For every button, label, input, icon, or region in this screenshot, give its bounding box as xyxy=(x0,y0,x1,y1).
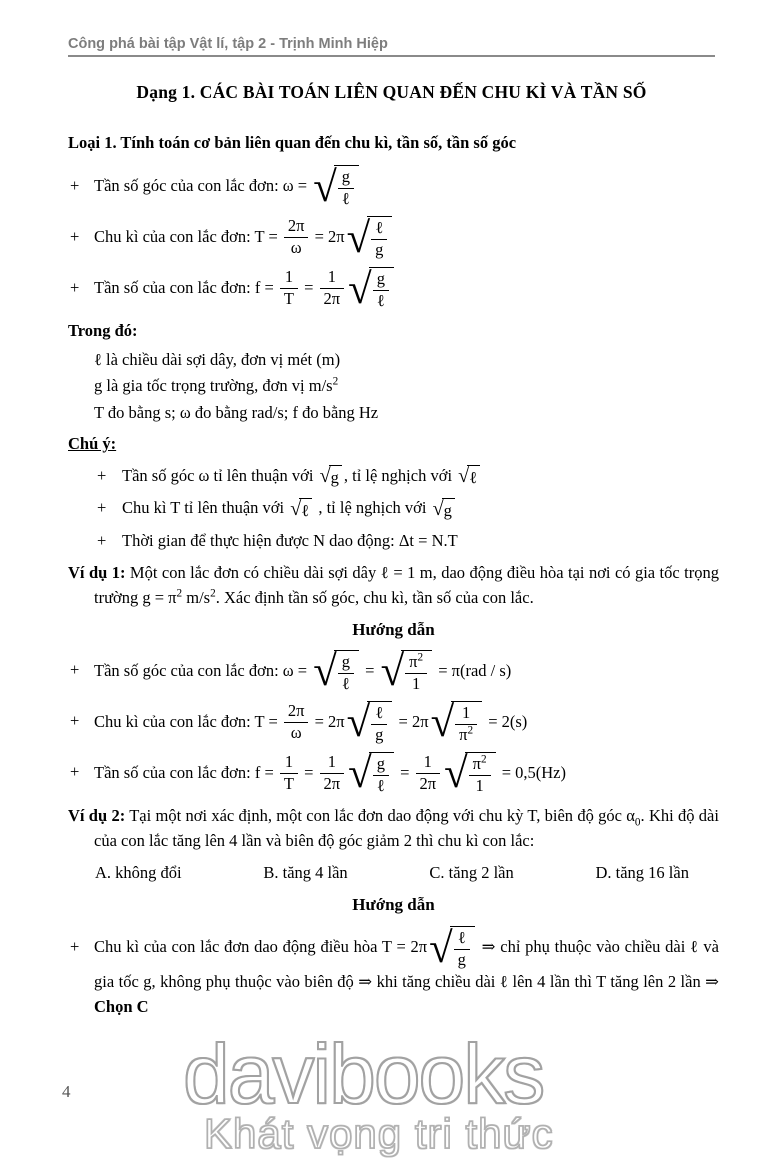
fraction xyxy=(320,268,345,309)
fraction-numerator xyxy=(373,755,389,776)
square-root xyxy=(381,650,433,694)
square-root xyxy=(433,498,455,522)
formula-line xyxy=(68,752,719,796)
answer-option: A. không đổi xyxy=(95,862,182,882)
square-root xyxy=(348,267,394,311)
fraction-numerator xyxy=(338,168,354,189)
fraction xyxy=(284,217,309,258)
fraction xyxy=(280,753,298,794)
fraction xyxy=(320,753,345,794)
radical-icon: √ xyxy=(313,648,337,696)
text-run: = 2π xyxy=(310,711,345,731)
fraction xyxy=(469,755,491,796)
answer-option: B. tăng 4 lần xyxy=(263,862,348,882)
text-run: Tần số góc ω tỉ lên thuận với xyxy=(122,466,318,486)
bold-text: Trong đó: xyxy=(68,320,138,340)
fraction-denominator xyxy=(371,240,387,260)
radical-icon: √ xyxy=(458,465,470,488)
square-root xyxy=(320,465,342,489)
superscript: 2 xyxy=(176,587,183,600)
fraction-numerator xyxy=(371,704,387,725)
fraction xyxy=(454,929,470,970)
fraction xyxy=(338,653,354,694)
text-run: 1 xyxy=(284,267,294,287)
fraction xyxy=(405,653,427,694)
text-run: 1 xyxy=(461,702,471,722)
text-run: . Xác định tần số góc, chu kì, tần số của con lắc. xyxy=(215,588,534,608)
square-root xyxy=(348,752,394,796)
text-run: 2π xyxy=(287,216,305,236)
fraction-denominator xyxy=(373,776,389,796)
fraction xyxy=(373,270,389,311)
superscript: 2 xyxy=(332,375,339,388)
solution-paragraph xyxy=(68,926,719,1019)
fraction-denominator xyxy=(454,950,470,970)
fraction-numerator xyxy=(320,268,345,289)
text-run: ℓ xyxy=(341,673,350,693)
text-run: π xyxy=(472,753,481,773)
text-run: g xyxy=(375,239,384,259)
note-heading xyxy=(68,432,719,457)
text-run: g xyxy=(376,753,385,773)
fraction-denominator xyxy=(320,774,345,794)
square-root xyxy=(290,498,312,522)
square-root xyxy=(444,752,496,796)
fraction-numerator xyxy=(371,219,387,240)
text-run: Tần số góc của con lắc đơn: ω = xyxy=(94,175,312,195)
bold-text: Ví dụ 1: xyxy=(68,563,126,583)
fraction xyxy=(371,704,387,745)
text-run: ω xyxy=(290,238,302,258)
radicand xyxy=(465,752,496,796)
fraction xyxy=(373,755,389,796)
bullet-marker: + xyxy=(97,530,107,550)
superscript: 2 xyxy=(480,753,487,766)
square-root xyxy=(429,926,475,970)
text-run: Một con lắc đơn có chiều dài sợi dây ℓ = 1 m, dao động điều hòa tại nơi có gia tốc trọng trường g = π xyxy=(94,563,719,608)
bullet-marker: + xyxy=(70,762,80,782)
radical-icon: √ xyxy=(430,699,455,747)
radicand xyxy=(367,216,392,260)
text-run: 2π xyxy=(419,774,437,794)
note-line xyxy=(68,530,719,552)
text-run: 1 xyxy=(327,752,336,772)
bullet-marker: + xyxy=(70,277,80,297)
text-run: , tỉ lệ nghịch với xyxy=(314,498,431,518)
text-run: g xyxy=(341,167,350,186)
fraction-numerator xyxy=(469,755,491,776)
radical-icon: √ xyxy=(319,465,331,488)
text-run: 1 xyxy=(327,267,336,287)
text-run: = xyxy=(395,762,414,782)
bullet-marker: + xyxy=(70,175,80,195)
solution-heading xyxy=(68,617,719,643)
fraction xyxy=(280,268,298,309)
text-run: ℓ xyxy=(376,775,385,795)
running-header: Công phá bài tập Vật lí, tập 2 - Trịnh Minh Hiệp xyxy=(68,36,715,57)
text-run: g xyxy=(330,468,339,488)
fraction-numerator xyxy=(338,653,354,674)
radicand xyxy=(369,752,394,796)
text-run: = 2(s) xyxy=(484,711,528,731)
square-root xyxy=(347,701,393,745)
radicand xyxy=(369,267,394,311)
text-run: T đo bằng s; ω đo bằng rad/s; f đo bằng Hz xyxy=(94,403,379,423)
answer-option: C. tăng 2 lần xyxy=(429,862,514,882)
fraction-numerator xyxy=(373,270,389,291)
fraction-numerator xyxy=(320,753,345,774)
square-root xyxy=(347,216,393,260)
content-area xyxy=(68,165,719,1019)
page-number: 4 xyxy=(62,1082,71,1101)
fraction-numerator xyxy=(284,217,309,238)
text-run: = 2π xyxy=(310,226,345,246)
bold-underline-text: Chú ý: xyxy=(68,434,117,454)
fraction-denominator xyxy=(284,723,309,743)
fraction-denominator xyxy=(455,725,477,745)
formula-line xyxy=(68,165,719,209)
definition-line xyxy=(94,348,719,372)
radical-icon: √ xyxy=(290,497,302,520)
bold-text: Hướng dẫn xyxy=(352,895,435,915)
text-run: 2π xyxy=(323,289,341,309)
text-run: 2π xyxy=(287,701,305,721)
text-run: g xyxy=(443,500,452,520)
text-run: = 0,5(Hz) xyxy=(497,762,567,782)
text-run: Thời gian để thực hiện được N dao động: Δt = N.T xyxy=(122,530,458,550)
text-run: T xyxy=(283,289,294,309)
fraction-denominator xyxy=(320,289,345,309)
formula-line xyxy=(68,216,719,260)
text-run: Tần số góc của con lắc đơn: ω = xyxy=(94,660,312,680)
example-paragraph xyxy=(68,803,719,853)
page-title: Dạng 1. CÁC BÀI TOÁN LIÊN QUAN ĐẾN CHU KÌ VÀ TẦN SỐ xyxy=(136,82,647,102)
fraction-denominator xyxy=(280,774,298,794)
text-run: = xyxy=(299,762,318,782)
watermark-slogan: Khát vọng tri thức xyxy=(204,1110,554,1157)
square-root xyxy=(431,701,483,745)
fraction-denominator xyxy=(416,774,441,794)
radicand xyxy=(401,650,432,694)
answer-option: D. tăng 16 lần xyxy=(595,862,689,882)
text-run: ℓ xyxy=(457,927,466,947)
text-run: Chu kì của con lắc đơn: T = xyxy=(94,711,282,731)
section-heading: Loại 1. Tính toán cơ bản liên quan đến chu kì, tần số, tần số góc xyxy=(68,133,517,152)
note-line xyxy=(68,465,719,489)
fraction-numerator xyxy=(280,268,298,289)
radical-icon: √ xyxy=(380,648,405,696)
text-run: ℓ xyxy=(375,702,384,722)
watermark-brand: davibooks xyxy=(183,1027,544,1121)
fraction-denominator xyxy=(284,238,309,258)
text-run: ℓ xyxy=(376,290,385,310)
superscript: 2 xyxy=(210,587,216,600)
text-run: Chu kì của con lắc đơn: T = xyxy=(94,226,282,246)
radical-icon: √ xyxy=(348,265,372,313)
radical-icon: √ xyxy=(432,497,444,520)
fraction xyxy=(455,704,477,745)
text-run: 1 xyxy=(423,752,432,772)
text-run: 1 xyxy=(411,673,421,693)
superscript: 2 xyxy=(467,724,474,737)
inline-heading xyxy=(68,319,719,344)
radical-icon: √ xyxy=(444,750,468,798)
definition-line xyxy=(94,374,719,398)
radicand xyxy=(450,926,475,970)
bold-text: Ví dụ 2: xyxy=(68,805,126,825)
text-run: g xyxy=(457,949,466,969)
text-run: , tỉ lệ nghịch với xyxy=(343,466,457,486)
fraction-denominator xyxy=(338,189,354,209)
bullet-marker: + xyxy=(70,660,80,680)
fraction-denominator xyxy=(338,674,354,694)
text-run: Chu kì T tỉ lên thuận với xyxy=(122,498,289,518)
text-run: ℓ xyxy=(375,217,384,237)
fraction xyxy=(416,753,441,794)
bullet-marker: + xyxy=(97,498,107,518)
radicand xyxy=(451,701,482,745)
text-run: g xyxy=(341,651,350,671)
radicand xyxy=(334,165,359,209)
text-run: = π(rad / s) xyxy=(434,660,512,680)
text-run: Tần số của con lắc đơn: f = xyxy=(94,762,278,782)
fraction-numerator xyxy=(405,653,427,674)
fraction-numerator xyxy=(455,704,477,725)
square-root xyxy=(313,165,359,209)
fraction-numerator xyxy=(416,753,441,774)
text-run: ℓ xyxy=(301,500,310,520)
fraction-numerator xyxy=(454,929,470,950)
text-run: = 2π xyxy=(394,711,429,731)
text-run: π xyxy=(409,651,418,671)
bullet-marker: + xyxy=(97,466,107,486)
text-run: ℓ xyxy=(469,468,478,488)
example-paragraph xyxy=(68,560,719,610)
radical-icon: √ xyxy=(348,750,372,798)
fraction xyxy=(371,219,387,260)
fraction-denominator xyxy=(371,725,387,745)
text-run: Tần số của con lắc đơn: f = xyxy=(94,277,278,297)
fraction xyxy=(284,702,309,743)
definition-line xyxy=(94,401,719,425)
fraction xyxy=(338,168,354,209)
radicand xyxy=(367,701,392,745)
square-root xyxy=(313,650,359,694)
radical-icon: √ xyxy=(346,699,371,747)
text-run: Tại một nơi xác định, một con lắc đơn dao động với chu kỳ T, biên độ góc α xyxy=(125,805,635,825)
text-run: 2π xyxy=(323,774,341,794)
text-run: m/s xyxy=(182,588,211,608)
fraction-denominator xyxy=(405,674,427,694)
radicand xyxy=(334,650,359,694)
bullet-marker: + xyxy=(70,711,80,731)
text-run: ⇒ chỉ phụ thuộc vào chiều dài ℓ và gia tốc g, không phụ thuộc vào biên độ ⇒ khi tăng chiều dài ℓ lên 4 lần thì T tăng lên 2 lần ⇒ xyxy=(94,936,719,991)
radical-icon: √ xyxy=(429,924,453,972)
bullet-marker: + xyxy=(70,226,80,246)
text-run: 1 xyxy=(284,752,294,772)
text-run: ω xyxy=(290,723,302,743)
fraction-denominator xyxy=(469,776,491,796)
formula-line xyxy=(68,267,719,311)
note-line xyxy=(68,497,719,521)
formula-line xyxy=(68,650,719,694)
subscript: 0 xyxy=(634,815,641,828)
fraction-denominator xyxy=(373,291,389,311)
superscript: 2 xyxy=(417,651,424,664)
fraction-denominator xyxy=(280,289,298,309)
radical-icon: √ xyxy=(346,214,371,262)
text-run: g là gia tốc trọng trường, đơn vị m/s xyxy=(94,376,333,396)
text-run: ℓ là chiều dài sợi dây, đơn vị mét (m) xyxy=(94,349,341,369)
text-run: = xyxy=(299,277,318,297)
text-run: g xyxy=(376,268,385,288)
bold-text: Chọn C xyxy=(94,996,149,1016)
formula-line xyxy=(68,701,719,745)
text-run: g xyxy=(375,724,384,744)
text-run: π xyxy=(459,724,468,744)
text-run: = xyxy=(361,660,379,680)
fraction-numerator xyxy=(284,702,309,723)
answer-options-row xyxy=(95,861,689,886)
bold-text: Hướng dẫn xyxy=(352,620,435,640)
bullet-marker: + xyxy=(70,936,80,956)
text-run: T xyxy=(283,774,294,794)
text-run: 1 xyxy=(475,775,484,795)
fraction-numerator xyxy=(280,753,298,774)
text-run: ℓ xyxy=(341,188,350,208)
square-root xyxy=(458,465,480,489)
solution-heading xyxy=(68,892,719,918)
radical-icon: √ xyxy=(313,163,337,211)
text-run: . Khi độ dài của con lắc tăng lên 4 lần và biên độ góc giảm 2 thì chu kì con lắc: xyxy=(94,805,719,850)
text-run: Chu kì của con lắc đơn dao động điều hòa T = 2π xyxy=(94,936,428,956)
